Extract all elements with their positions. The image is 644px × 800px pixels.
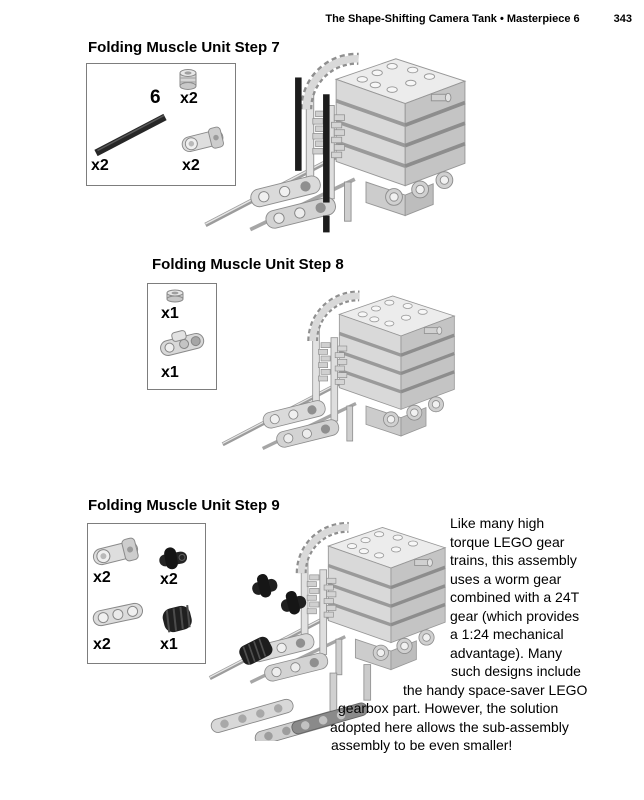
worm-gear-part-icon — [157, 599, 197, 637]
worm-gear-note — [330, 514, 588, 755]
step7-assembly-illustration — [198, 42, 478, 238]
liftarm-part-icon — [90, 597, 146, 629]
note-line: adopted here allows the sub-assembly — [330, 718, 569, 735]
page-header — [325, 13, 632, 25]
black-cross-block-shape — [249, 571, 279, 600]
note-line: gearbox part. However, the solution — [338, 700, 559, 716]
qty-label: x2 — [93, 636, 111, 653]
qty-label: x1 — [161, 305, 179, 322]
black-axle-shape — [323, 94, 330, 202]
note-line: advantage). Many — [450, 644, 563, 661]
qty-label: x1 — [160, 636, 178, 653]
note-line: a 1:24 mechanical — [450, 626, 564, 642]
step8-assembly-illustration — [216, 281, 466, 456]
qty-label: x1 — [161, 364, 179, 381]
step7-title: Folding Muscle Unit Step 7 — [88, 39, 280, 56]
step8-title: Folding Muscle Unit Step 8 — [152, 256, 344, 273]
black-axle-stub-shape — [323, 216, 330, 233]
step8-parts-box — [147, 283, 217, 390]
axle-length-label: 6 — [150, 87, 161, 108]
note-line: trains, this assembly — [450, 552, 577, 568]
catch-part-icon — [90, 531, 142, 571]
qty-label: x2 — [182, 157, 200, 174]
black-axle-part-icon — [91, 110, 171, 158]
qty-label: x2 — [91, 157, 109, 174]
axle-connector-part-icon — [157, 327, 207, 359]
note-line: uses a worm gear — [450, 570, 562, 587]
step9-parts-box — [87, 523, 206, 664]
qty-label: x2 — [160, 571, 178, 588]
black-axle-shape — [295, 77, 302, 170]
qty-label: x2 — [93, 569, 111, 586]
running-title: The Shape-Shifting Camera Tank • Masterpiece 6 — [325, 13, 580, 25]
note-line: Like many high — [450, 515, 545, 531]
page-number: 343 — [613, 13, 632, 25]
note-line: combined with a 24T — [450, 589, 580, 605]
note-line: torque LEGO gear — [450, 533, 565, 550]
cross-block-part-icon — [156, 544, 190, 571]
half-bush-part-icon — [163, 287, 187, 305]
step9-title: Folding Muscle Unit Step 9 — [88, 497, 280, 514]
bush-part-icon — [177, 68, 199, 92]
note-line: assembly to be even smaller! — [331, 737, 513, 753]
qty-label: x2 — [180, 90, 198, 107]
note-line: such designs include — [451, 663, 581, 679]
note-line: gear (which provides — [450, 607, 580, 624]
note-line: the handy space-saver LEGO — [403, 681, 588, 698]
